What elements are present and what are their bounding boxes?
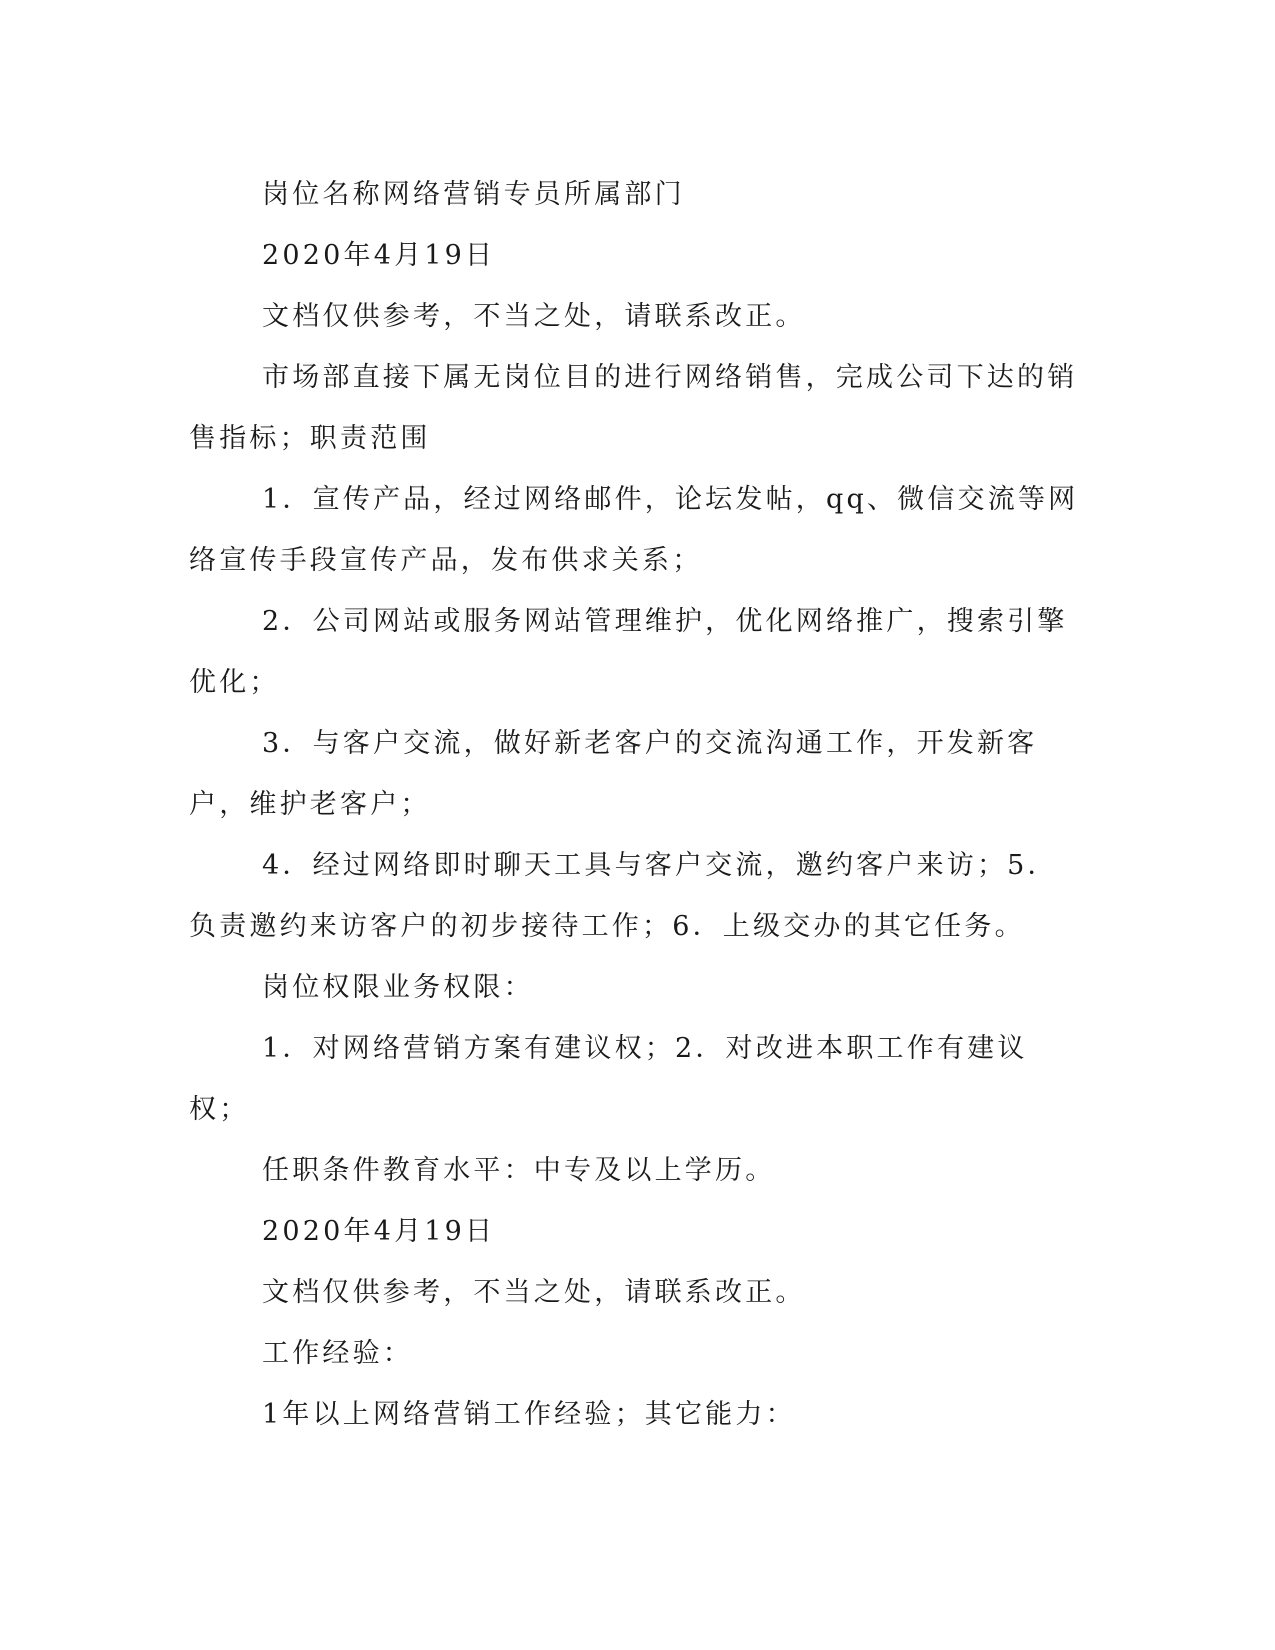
paragraph-duty-3: 3．与客户交流，做好新老客户的交流沟通工作，开发新客户，维护老客户； (189, 728, 1038, 820)
document-body (189, 164, 1079, 1445)
paragraph-experience: 1年以上网络营销工作经验；其它能力： (262, 1399, 796, 1430)
paragraph-authority-items: 1．对网络营销方案有建议权；2．对改进本职工作有建议权； (189, 1033, 1028, 1125)
paragraph-disclaimer-2: 文档仅供参考，不当之处，请联系改正。 (262, 1277, 806, 1308)
paragraph-job-title: 岗位名称网络营销专员所属部门 (262, 179, 685, 210)
paragraph-duty-1: 1．宣传产品，经过网络邮件，论坛发帖，qq、微信交流等网络宣传手段宣传产品，发布供求关系； (189, 484, 1079, 576)
paragraph-disclaimer: 文档仅供参考，不当之处，请联系改正。 (262, 301, 806, 332)
paragraph-duty-4-6: 4．经过网络即时聊天工具与客户交流，邀约客户来访；5．负责邀约来访客户的初步接待工作；6．上级交办的其它任务。 (189, 850, 1058, 942)
paragraph-duty-2: 2．公司网站或服务网站管理维护，优化网络推广，搜索引擎优化； (189, 606, 1068, 698)
paragraph-authority-heading: 岗位权限业务权限： (262, 972, 534, 1003)
paragraph-date: 2020年4月19日 (262, 240, 496, 271)
paragraph-date-2: 2020年4月19日 (262, 1216, 496, 1247)
paragraph-education: 任职条件教育水平：中专及以上学历。 (262, 1155, 776, 1186)
paragraph-experience-heading: 工作经验： (262, 1338, 413, 1369)
paragraph-department-purpose: 市场部直接下属无岗位目的进行网络销售，完成公司下达的销售指标；职责范围 (189, 362, 1078, 454)
